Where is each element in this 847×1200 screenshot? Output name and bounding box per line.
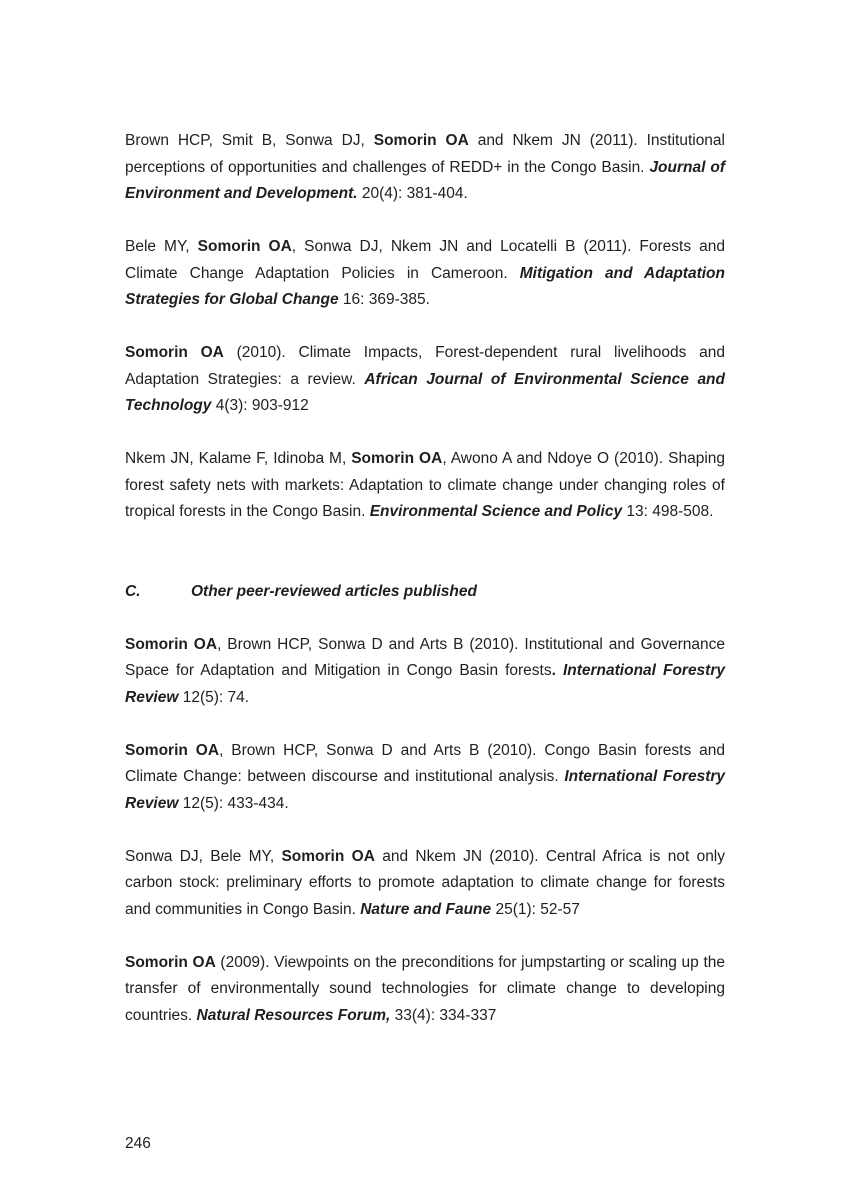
text-run: , Brown HCP, Sonwa D and Arts B (2010). Institutional and Governance Space for Adaptation and Mitigation in Congo Basin forests [125, 635, 726, 679]
text-run: Journal of Environment and Development. [125, 158, 725, 202]
text-run: Brown HCP, Smit B, Sonwa DJ, [125, 132, 374, 149]
text-run: Somorin OA [351, 450, 443, 467]
reference-item [125, 844, 725, 924]
text-run: and Nkem JN (2011). Institutional perceptions of opportunities and challenges of REDD+ in the Congo Basin. [125, 132, 725, 176]
text-run: , Brown HCP, Sonwa D and Arts B (2010). Congo Basin forests and Climate Change: between discourse and institutional analysis. [125, 741, 726, 785]
text-run: Nature and Faune [360, 900, 492, 918]
text-run: 12(5): 74. [178, 688, 250, 706]
reference-item [125, 234, 725, 314]
text-run: (2009). Viewpoints on the preconditions for jumpstarting or scaling up the transfer of environmentally sound technologies for climate change to developing countries. [125, 953, 725, 1024]
page-number: 246 [125, 1135, 151, 1152]
text-run: 13: 498-508. [622, 503, 714, 520]
text-run: 20(4): 381-404. [357, 185, 468, 202]
text-run: Bele MY, [125, 238, 198, 255]
text-run: Somorin OA [125, 741, 220, 759]
reference-item [125, 632, 725, 712]
text-run: Somorin OA [373, 132, 469, 149]
text-run [556, 662, 563, 679]
reference-item [125, 446, 725, 526]
text-run: Natural Resources Forum, [196, 1006, 391, 1024]
text-run: International Forestry Review [125, 768, 726, 812]
section-heading-label: C. [125, 582, 141, 600]
text-run: International Forestry Review [125, 662, 725, 706]
reference-item [125, 738, 725, 818]
text-run: Sonwa DJ, Bele MY, [125, 847, 282, 865]
text-run: (2010). Climate Impacts, Forest-dependent rural livelihoods and Adaptation Strategies: a review. [125, 344, 725, 388]
text-run: , Sonwa DJ, Nkem JN and Locatelli B (2011). Forests and Climate Change Adaptation Policies in Cameroon. [125, 238, 725, 282]
text-run: Somorin OA [125, 635, 218, 653]
text-run: Somorin OA [125, 344, 224, 361]
text-run: 12(5): 433-434. [178, 794, 289, 812]
text-run: 16: 369-385. [338, 291, 430, 308]
reference-item [125, 340, 725, 420]
section-heading-title: Other peer-reviewed articles published [191, 582, 477, 600]
references-list-top [125, 128, 725, 526]
text-run: Somorin OA [281, 847, 375, 865]
reference-item [125, 128, 725, 208]
text-run: Environmental Science and Policy [369, 503, 623, 520]
references-list-bottom [125, 632, 725, 1030]
text-run: African Journal of Environmental Science and Technology [125, 370, 725, 414]
text-run: and Nkem JN (2010). Central Africa is not only carbon stock: preliminary efforts to promote adaptation to climate change for forests and communities in Congo Basin. [125, 847, 726, 918]
text-run: . [551, 662, 556, 679]
text-run: Nkem JN, Kalame F, Idinoba M, [125, 450, 352, 467]
text-run: Somorin OA [125, 953, 216, 971]
text-run: 25(1): 52-57 [491, 900, 580, 918]
page-content [125, 128, 725, 1056]
text-run: 33(4): 334-337 [390, 1006, 497, 1024]
text-run: , Awono A and Ndoye O (2010). Shaping forest safety nets with markets: Adaptation to climate change under changing roles of tropical forests in the Congo Basin. [125, 450, 725, 520]
section-heading [125, 579, 725, 606]
text-run: Mitigation and Adaptation Strategies for Global Change [125, 264, 725, 308]
reference-item [125, 950, 725, 1030]
text-run: 4(3): 903-912 [211, 397, 309, 414]
text-run: Somorin OA [197, 238, 292, 255]
